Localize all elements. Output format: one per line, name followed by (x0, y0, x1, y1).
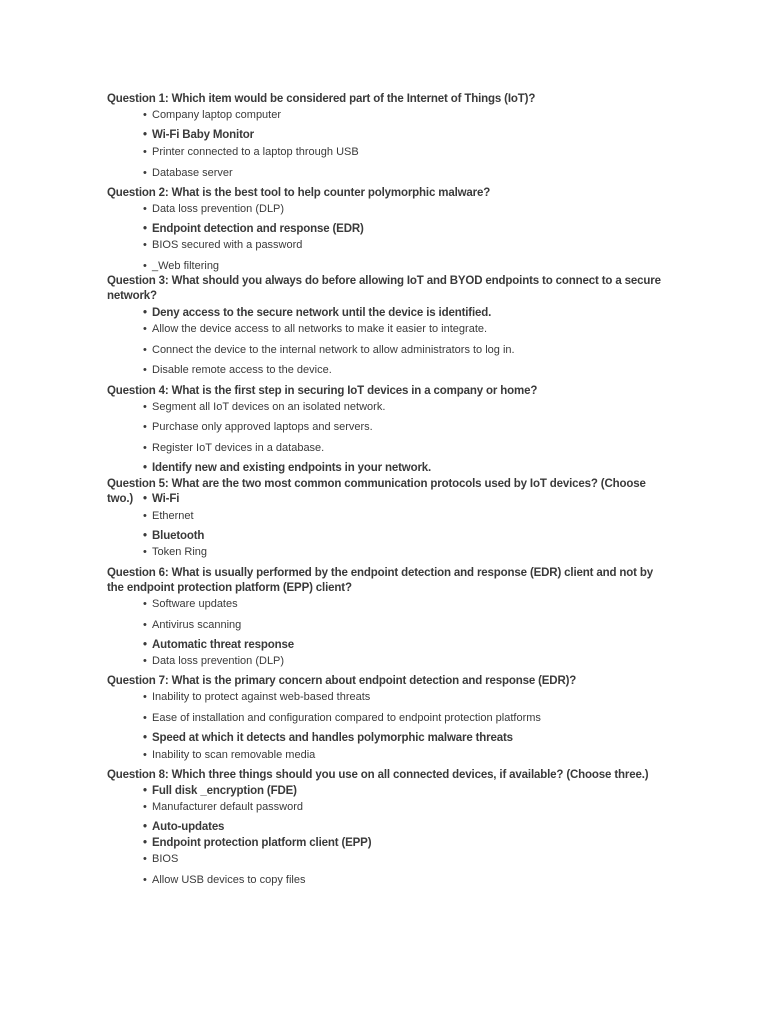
bullet-icon: • (143, 619, 147, 631)
question-4: Question 4: What is the first step in securing IoT devices in a company or home? (107, 385, 538, 397)
bullet-icon: • (143, 239, 147, 251)
q6-option-4 (143, 654, 703, 669)
option-text: Inability to scan removable media (152, 749, 316, 761)
bullet-icon: • (143, 546, 147, 558)
q5-option-2 (143, 509, 703, 524)
bullet-icon: • (143, 691, 147, 703)
bullet-icon: • (143, 837, 147, 849)
bullet-icon: • (143, 510, 147, 522)
bullet-icon: • (143, 260, 147, 272)
option-text: Database server (152, 167, 233, 179)
bullet-icon: • (143, 655, 147, 667)
bullet-icon: • (143, 344, 147, 356)
option-text: Bluetooth (152, 530, 205, 542)
q6-option-3 (143, 638, 703, 653)
option-text: Endpoint protection platform client (EPP) (152, 837, 372, 849)
q8-option-4 (143, 836, 703, 851)
bullet-icon: • (143, 853, 147, 865)
q4-option-1 (143, 400, 703, 415)
option-text: Disable remote access to the device. (152, 364, 332, 376)
q1-option-4 (143, 166, 703, 181)
question-7: Question 7: What is the primary concern about endpoint detection and response (EDR)? (107, 675, 577, 687)
q1-option-1 (143, 108, 703, 123)
q2-option-3 (143, 238, 703, 253)
bullet-icon: • (143, 421, 147, 433)
bullet-icon: • (143, 732, 147, 744)
option-text: Deny access to the secure network until the device is identified. (152, 307, 492, 319)
option-text: Speed at which it detects and handles polymorphic malware threats (152, 732, 513, 744)
q6-option-1 (143, 597, 703, 612)
q2-option-1 (143, 202, 703, 217)
bullet-icon: • (143, 401, 147, 413)
option-text: Ethernet (152, 510, 194, 522)
q4-option-2 (143, 420, 703, 435)
q6-option-2 (143, 618, 703, 633)
q4-option-4 (143, 461, 703, 476)
bullet-icon: • (143, 167, 147, 179)
bullet-icon: • (143, 307, 147, 319)
option-text: Allow USB devices to copy files (152, 874, 306, 886)
bullet-icon: • (143, 462, 147, 474)
bullet-icon: • (143, 712, 147, 724)
option-text: Segment all IoT devices on an isolated network. (152, 401, 386, 413)
option-text: Data loss prevention (DLP) (152, 203, 285, 215)
q7-option-3 (143, 731, 703, 746)
bullet-icon: • (143, 493, 147, 505)
q5-option-1 (143, 492, 703, 507)
bullet-icon: • (143, 801, 147, 813)
bullet-icon: • (143, 223, 147, 235)
option-text: Inability to protect against web-based threats (152, 691, 371, 703)
bullet-icon: • (143, 598, 147, 610)
option-text: Identify new and existing endpoints in your network. (152, 462, 432, 474)
option-text: Token Ring (152, 546, 208, 558)
question-3: Question 3: What should you always do before allowing IoT and BYOD endpoints to connect to a secure network? (107, 275, 661, 302)
option-text: Wi-Fi Baby Monitor (152, 129, 254, 141)
option-text: Full disk _encryption (FDE) (152, 785, 297, 797)
q8-option-3 (143, 820, 703, 835)
bullet-icon: • (143, 109, 147, 121)
option-text: Allow the device access to all networks to make it easier to integrate. (152, 323, 488, 335)
q3-option-3 (143, 343, 703, 358)
question-8: Question 8: Which three things should you use on all connected devices, if available? (Choose three.) (107, 769, 649, 781)
bullet-icon: • (143, 364, 147, 376)
option-text: BIOS (152, 853, 179, 865)
q2-option-2 (143, 222, 703, 237)
q3-option-2 (143, 322, 703, 337)
option-text: Connect the device to the internal network to allow administrators to log in. (152, 344, 515, 356)
option-text: BIOS secured with a password (152, 239, 303, 251)
q8-option-6 (143, 873, 703, 888)
q8-option-1 (143, 784, 703, 799)
option-text: Automatic threat response (152, 639, 294, 651)
q7-option-4 (143, 748, 703, 763)
q8-option-5 (143, 852, 703, 867)
option-text: Ease of installation and configuration compared to endpoint protection platforms (152, 712, 541, 724)
bullet-icon: • (143, 442, 147, 454)
question-2: Question 2: What is the best tool to help counter polymorphic malware? (107, 187, 491, 199)
q1-option-3 (143, 145, 703, 160)
question-5: Question 5: What are the two most common communication protocols used by IoT devices? (Choose two.) (107, 478, 646, 505)
bullet-icon: • (143, 639, 147, 651)
option-text: Data loss prevention (DLP) (152, 655, 285, 667)
option-text: Wi-Fi (152, 493, 180, 505)
option-text: Auto-updates (152, 821, 225, 833)
option-text: Software updates (152, 598, 238, 610)
question-6: Question 6: What is usually performed by the endpoint detection and response (EDR) client and not by the endpoint protection platform (EPP) client? (107, 567, 654, 594)
option-text: _Web filtering (152, 260, 220, 272)
option-text: Endpoint detection and response (EDR) (152, 223, 364, 235)
question-1: Question 1: Which item would be considered part of the Internet of Things (IoT)? (107, 93, 536, 105)
bullet-icon: • (143, 323, 147, 335)
bullet-icon: • (143, 203, 147, 215)
option-text: Purchase only approved laptops and servers. (152, 421, 373, 433)
option-text: Printer connected to a laptop through USB (152, 146, 359, 158)
bullet-icon: • (143, 146, 147, 158)
q5-option-3 (143, 529, 703, 544)
bullet-icon: • (143, 874, 147, 886)
q4-option-3 (143, 441, 703, 456)
option-text: Register IoT devices in a database. (152, 442, 325, 454)
bullet-icon: • (143, 821, 147, 833)
bullet-icon: • (143, 749, 147, 761)
option-text: Company laptop computer (152, 109, 282, 121)
q3-option-1 (143, 306, 703, 321)
option-text: Antivirus scanning (152, 619, 242, 631)
bullet-icon: • (143, 129, 147, 141)
q8-option-2 (143, 800, 703, 815)
q7-option-2 (143, 711, 703, 726)
q5-option-4 (143, 545, 703, 560)
q3-option-4 (143, 363, 703, 378)
option-text: Manufacturer default password (152, 801, 304, 813)
q7-option-1 (143, 690, 703, 705)
q1-option-2 (143, 128, 703, 143)
bullet-icon: • (143, 785, 147, 797)
bullet-icon: • (143, 530, 147, 542)
q2-option-4 (143, 259, 703, 274)
